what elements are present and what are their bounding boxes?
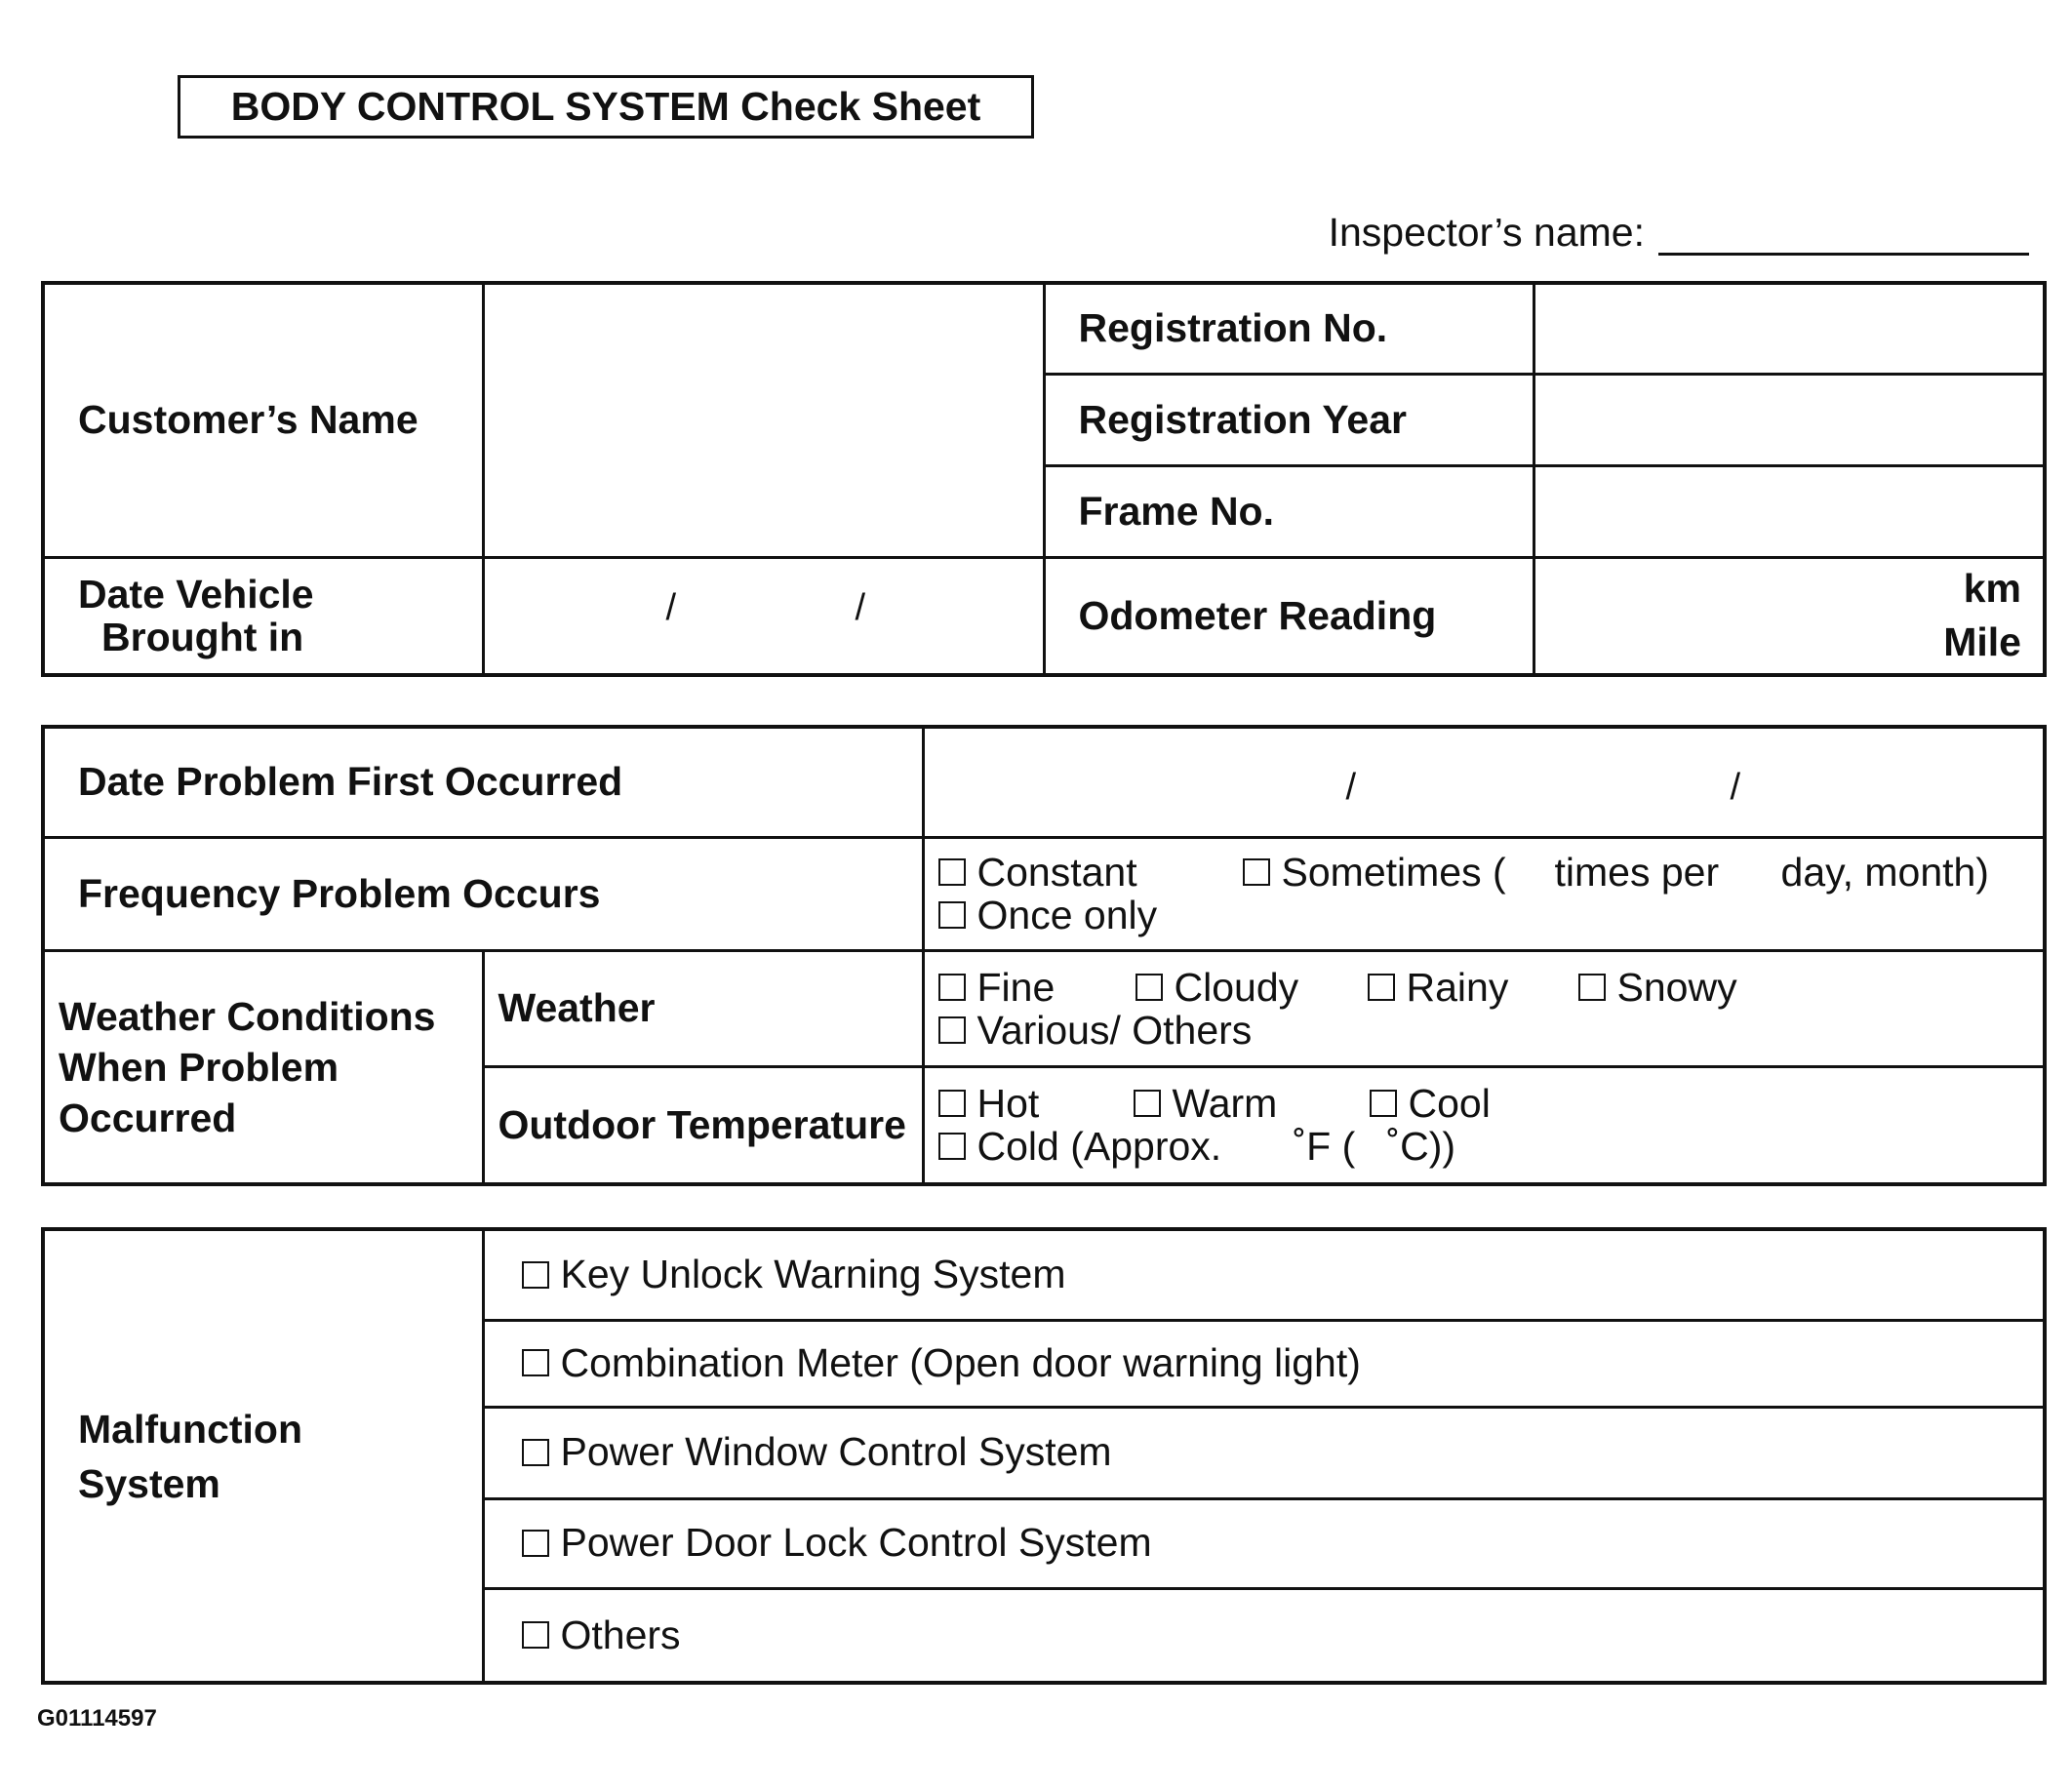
date-separator: / (855, 586, 866, 628)
checkbox[interactable] (522, 1261, 549, 1289)
option-snowy[interactable]: Snowy (1578, 966, 1737, 1009)
date-brought-in-field[interactable] (483, 557, 1044, 675)
malfunction-option[interactable] (483, 1229, 2045, 1320)
registration-year-field[interactable] (1534, 374, 2045, 465)
customer-name-label: Customer’s Name (43, 283, 483, 557)
odometer-field[interactable] (1534, 557, 2045, 675)
odometer-label: Odometer Reading (1044, 557, 1534, 675)
date-separator: / (1345, 767, 1357, 809)
celsius-label: ˚C)) (1386, 1124, 1456, 1170)
checkbox[interactable] (522, 1439, 549, 1466)
outdoor-temperature-label: Outdoor Temperature (483, 1066, 923, 1184)
option-rainy[interactable]: Rainy (1368, 966, 1578, 1009)
option-cool[interactable]: Cool (1370, 1082, 1491, 1125)
vehicle-info-table (41, 281, 2047, 677)
times-per-label: times per (1554, 850, 1720, 895)
option-label: Key Unlock Warning System (560, 1252, 1066, 1296)
inspector-name-blank[interactable] (1658, 219, 2029, 256)
date-separator: / (665, 586, 677, 628)
weather-conditions-line2: When Problem (59, 1044, 339, 1090)
option-cold[interactable]: Cold (Approx. (938, 1125, 1294, 1168)
malfunction-system-table (41, 1227, 2047, 1685)
frame-no-label: Frame No. (1044, 465, 1534, 557)
option-various-others[interactable]: Various/ Others (938, 1009, 1253, 1052)
checkbox[interactable] (1243, 858, 1270, 886)
checkbox[interactable] (1134, 1090, 1161, 1117)
date-first-occurred-field[interactable] (923, 727, 2045, 837)
checkbox[interactable] (522, 1621, 549, 1649)
option-label: Power Window Control System (560, 1429, 1112, 1475)
frequency-label: Frequency Problem Occurs (43, 837, 923, 950)
option-cloudy[interactable]: Cloudy (1136, 966, 1368, 1009)
unit-km: km (1963, 566, 2021, 612)
checkbox[interactable] (938, 858, 966, 886)
frequency-options (923, 837, 2045, 950)
date-brought-in-label (43, 557, 483, 675)
customer-name-field[interactable] (483, 283, 1044, 557)
malfunction-system-label (43, 1229, 483, 1683)
malfunction-option[interactable] (483, 1407, 2045, 1498)
option-fine[interactable]: Fine (938, 966, 1136, 1009)
problem-conditions-table (41, 725, 2047, 1186)
checkbox[interactable] (938, 974, 966, 1001)
registration-no-field[interactable] (1534, 283, 2045, 374)
weather-conditions-label (43, 950, 483, 1184)
malfunction-option[interactable] (483, 1588, 2045, 1683)
date-separator: / (1730, 767, 1741, 809)
checkbox[interactable] (522, 1530, 549, 1557)
option-label: Power Door Lock Control System (560, 1520, 1152, 1566)
checkbox[interactable] (1578, 974, 1606, 1001)
registration-no-label: Registration No. (1044, 283, 1534, 374)
unit-mile: Mile (1943, 619, 2021, 665)
option-constant[interactable]: Constant (938, 851, 1243, 894)
option-hot[interactable]: Hot (938, 1082, 1134, 1125)
option-label: Others (560, 1612, 681, 1657)
malfunction-option[interactable] (483, 1320, 2045, 1407)
date-brought-in-label-line1: Date Vehicle (78, 572, 314, 617)
option-warm[interactable]: Warm (1134, 1082, 1370, 1125)
checkbox[interactable] (938, 901, 966, 929)
weather-conditions-line1: Weather Conditions (59, 993, 436, 1039)
date-brought-in-label-line2: Brought in (101, 615, 304, 660)
checkbox[interactable] (938, 1133, 966, 1160)
checkbox[interactable] (1368, 974, 1395, 1001)
page-title: BODY CONTROL SYSTEM Check Sheet (178, 75, 1034, 139)
checkbox[interactable] (938, 1016, 966, 1044)
fahrenheit-label: ˚F ( (1293, 1124, 1356, 1170)
weather-conditions-line3: Occurred (59, 1095, 237, 1140)
checkbox[interactable] (1136, 974, 1163, 1001)
checkbox[interactable] (522, 1349, 549, 1376)
checkbox[interactable] (938, 1090, 966, 1117)
frame-no-field[interactable] (1534, 465, 2045, 557)
registration-year-label: Registration Year (1044, 374, 1534, 465)
temperature-options (923, 1066, 2045, 1184)
inspector-name-label: Inspector’s name: (1328, 210, 1645, 255)
malfunction-label-line2: System (78, 1460, 220, 1506)
date-first-occurred-label: Date Problem First Occurred (43, 727, 923, 837)
inspector-name-field (1268, 207, 2029, 256)
figure-id: G01114597 (37, 1705, 157, 1732)
weather-label: Weather (483, 950, 923, 1066)
checkbox[interactable] (1370, 1090, 1397, 1117)
option-label: Combination Meter (Open door warning light) (560, 1339, 1361, 1385)
day-month-label: day, month) (1780, 850, 1989, 895)
option-once-only[interactable]: Once only (938, 894, 1158, 936)
malfunction-label-line1: Malfunction (78, 1406, 303, 1452)
weather-options (923, 950, 2045, 1066)
option-sometimes[interactable]: Sometimes ( (1243, 851, 1555, 894)
malfunction-option[interactable] (483, 1498, 2045, 1588)
